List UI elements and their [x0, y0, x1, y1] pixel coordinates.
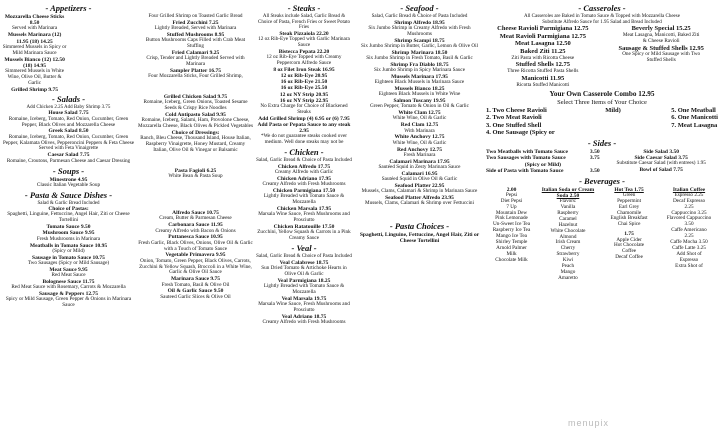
menu-item-name: Chicken Ratatouille 17.50 [273, 224, 335, 231]
menu-item-name: Shrimp Fra Diablo 18.75 [390, 61, 449, 68]
menu-item-name: Sausage in Tomato Sauce 10.75 [32, 254, 105, 261]
column-seafood [356, 2, 483, 245]
menu-item-desc: Eighteen Black Mussels in White Wine [378, 91, 461, 98]
menu-item-name: Alfredo Sauce 10.75 [172, 210, 219, 217]
beverage-item: Cappuccino 3.25 [671, 209, 707, 216]
beverage-item: Decaf Coffee [615, 254, 643, 261]
menu-item-name: 12 oz Rib-Eye 20.95 [280, 73, 328, 80]
menu-item-name: Beverly Special 15.25 [631, 25, 691, 33]
beverage-item: Shirley Temple [495, 239, 528, 246]
combo-option: 6. One Manicotti [671, 114, 718, 122]
menu-item-name: Choice of Dressings: [171, 130, 220, 137]
menu-item-name: Bolognese Sauce 11.75 [42, 278, 95, 285]
beverage-item: Irish Cream [555, 239, 581, 246]
casseroles-intro2: Substitute Alfredo Sauce for 1.95 Salad and Bread Included [542, 19, 662, 25]
menu-item-desc: Romaine, Iceberg, Salami, Ham, Provolone Cheese, Mozzarella Cheese, Black Olives & Pickled Vegetables [138, 117, 253, 130]
menu-item-name: Stuffed Mushrooms 8.95 [166, 32, 225, 39]
menu-item-name: Add Pasta or Pepata Sauce to any steak 2.95 [257, 122, 351, 135]
menu-item-desc: Sautéed Squid in Olive Oil & Garlic [381, 176, 458, 183]
side-item: Side Salad 3.50 [643, 149, 679, 156]
beverage-item: Arnold Palmer [496, 245, 527, 252]
menu-item-desc: Marsala Wine Sauce, Fresh Mushrooms and Prosciutto [258, 211, 350, 224]
sides-heading: - Sides - [587, 138, 617, 149]
menu-item-desc: Ranch, Bleu Cheese, Thousand Island, House Italian, Raspberry Vinaigrette, Honey Mustard, Creamy Italian, Olive Oil & Vinegar or Balsamic [140, 135, 251, 154]
beverage-item: Cherry [560, 245, 576, 252]
salads-left [2, 110, 135, 164]
menu-item-desc: (Spicy or Mild) [52, 247, 85, 254]
menu-item-name: Chicken Marsala 17.95 [276, 206, 332, 213]
beverage-item: Caramel [559, 215, 577, 222]
combo-option: 2. Two Meat Ravioli [486, 114, 542, 122]
menu-item-desc: White Wine, Oil & Garlic [392, 115, 447, 122]
menu-item-desc: No Extra Charge for Choice of Blackened Steaks [260, 103, 348, 115]
menu-item-name: Red Clam 12.75 [400, 122, 439, 129]
menu-item-name: Sausage & Stuffed Shells 12.95 [618, 44, 704, 52]
beverage-item: White Chocolate [550, 227, 586, 234]
menu-item-name: Veal Parmigiana 18.25 [277, 277, 331, 284]
pasta-right [138, 210, 253, 300]
menu-item-desc: Button Mushrooms Caps Filled with Crab Meat Stuffing [145, 37, 246, 50]
menu-item-name: Chicken Alfredo 17.75 [277, 163, 331, 170]
menu-item-name: Calamari Marinara 17.95 [389, 158, 450, 165]
beverage-item: Chamomile [616, 209, 642, 216]
veal-heading: - Veal - [291, 243, 317, 254]
pasta-choices-heading: - Pasta Choices - [389, 221, 450, 232]
menu-item-desc: Romaine, Iceberg, Tomato, Red Onion, Cucumber, Green Pepper, Black Olives and Mozzarella Cheese [8, 115, 129, 128]
menu-item-name: Veal Marsala 19.75 [281, 295, 327, 302]
beverage-item: Un-Sweet Ice Tea [493, 221, 531, 228]
beverage-item: Green [622, 191, 636, 198]
beverage-item: Mango [560, 268, 576, 275]
italian-soda [538, 187, 598, 282]
menu-item-name: 16 oz NY Strip 22.95 [279, 97, 329, 104]
column-second [138, 2, 253, 301]
combo-option: 7. Meat Lasagna [671, 121, 718, 129]
combo-list [486, 107, 718, 137]
beverage-item: English Breakfast [610, 215, 648, 222]
combo-right [671, 107, 718, 137]
menu-item-desc: Green Pepper, Tomato & Onion in Oil & Garlic [370, 103, 469, 110]
beverage-item: Caffe Americano [671, 227, 707, 234]
beverage-item: Strawberry [556, 251, 580, 258]
menu-item-desc: Mussels, Clams, Calamari & Shrimp over Fettuccini [365, 200, 474, 207]
column-steaks [256, 2, 352, 326]
menu-item-name: Tomato Sauce 9.50 [46, 224, 91, 231]
beverage-item: Extra Shot of [675, 262, 703, 269]
beverage-item: Espresso 2.25 [674, 191, 704, 198]
side-item: Side of Pasta with Tomato Sauce 3.50 [486, 168, 600, 175]
side-item: Side Caesar Salad 3.75 [634, 155, 688, 162]
menu-item-name: Shrimp Scampi 18.75 [394, 37, 445, 44]
menu-item-desc: Mussels, Clams, Calamari & Shrimp in Marinara Sauce [361, 188, 478, 195]
combo-option: 5. One Meatball [671, 106, 716, 114]
beverage-item: Espresso [679, 256, 699, 263]
menu-item-desc: Classic Italian Vegetable Soup [36, 181, 101, 188]
seafood-heading: - Seafood - [400, 3, 439, 13]
menu-item-desc: Romaine, Iceberg, Tomato, Red Onion, Cucumber, Green Pepper, Kalamata Olives, Pepperoncini Peppers & Feta Cheese Served with Feta Vinaigrette [2, 133, 135, 152]
menu-item-name: Meat Sauce 9.95 [49, 266, 88, 273]
menu-item-desc: Lightly Breaded with Tomato Sauce & Mozzarella [263, 193, 345, 206]
menu-item-name: Pasta Fagioli 6.25 [174, 168, 217, 175]
beverage-item: Apple Cider [616, 236, 642, 243]
menu-item-desc: Romaine, Croutons, Parmesan Cheese and Caesar Dressing [6, 157, 131, 164]
side-item: (Spicy or Mild) [524, 161, 561, 168]
beverage-item: Diet Pepsi [500, 197, 523, 204]
menu-item-name: Manicotti 11.95 [521, 74, 565, 82]
beverage-item: Flavored Cappuccino [666, 215, 712, 222]
menu-item-desc: 12 oz Rib-Eye Topped with Creamy Peppercorn Alfredo Sauce [266, 54, 342, 66]
hot-tea [599, 187, 659, 282]
menu-item-name: 12 oz NY Strip 20.95 [279, 91, 329, 98]
combo-option: 3. One Stuffed Shell [486, 121, 542, 129]
menu-item-name: 16 oz Rib-Eye 25.50 [280, 85, 328, 92]
menu-item-desc: Sun Dried Tomato & Artichoke Hearts in Olive Oil & Garlic [261, 264, 347, 277]
casseroles-heading: - Casseroles - [578, 3, 626, 13]
menu-item-name: Fried Zucchini 7.25 [172, 19, 219, 26]
menu-item-name: Cold Antipasto Salad 9.95 [165, 112, 226, 119]
menu-item-desc: 12 oz Rib-Eye Topped with Garlic Marinara Sauce [258, 35, 350, 48]
menu-item-desc: Creamy Alfredo with Bacon & Onions [155, 227, 236, 234]
appetizers-right-list [138, 14, 253, 80]
soft-drinks [486, 187, 537, 282]
menu-item-desc: Fresh Mushrooms in Marinara [36, 235, 101, 242]
column-left [2, 2, 135, 309]
menu-item-desc: Meat Lasagna, Manicotti, Baked Ziti [622, 31, 700, 38]
beverage-item: Coffee [622, 248, 637, 255]
menu-item-name: Stuffed Shells 12.75 [515, 61, 571, 69]
menu-item-name: Mozzarella Cheese Sticks 8.50 [4, 14, 65, 27]
menu-item-desc: Sauteed Garlic Slices & Olive Oil [160, 293, 231, 300]
seafood-intro: Salad, Garlic Bread & Choice of Pasta Included [371, 14, 468, 19]
casseroles-left [486, 25, 600, 88]
menu-item-desc: Spicy or Mild Sausage, Green Pepper & Onions in Marinara Sauce [5, 296, 132, 309]
beverage-item: Chocolate Milk [495, 256, 528, 263]
beverage-item: Raspberry [557, 209, 579, 216]
menu-item-name: Calamari 16.95 [401, 170, 438, 177]
appetizers-left [2, 14, 67, 93]
menu-item-desc: One Spicy or Mild Sausage with Two [622, 51, 701, 58]
side-item: Substitute Caesar Salad (with entrees) 1.95 [616, 160, 706, 167]
combo-subtitle: Select Three Items of Your Choice [557, 99, 647, 107]
menu-item-desc: Simmered Mussels in Spicy or Mild Marinara Sauce [2, 43, 67, 56]
pasta-intro: Salad & Garlic Bread Included [37, 200, 100, 206]
menu-item-name: Meatballs in Tomato Sauce 10.95 [29, 242, 108, 249]
beverage-item: Milk [506, 250, 517, 257]
beverage-item: Decaf Espresso [672, 197, 706, 204]
pasta-heading: - Pasta & Sauce Dishes - [24, 189, 113, 200]
menu-item-desc: Six Jumbo Shrimp in Spicy Marinara Sauce [373, 67, 466, 74]
appetizers-heading: - Appetizers - [45, 3, 92, 13]
italian-soda-title: Italian Soda or Cream Soda 2.50 [541, 186, 595, 199]
menu-item-name: Shrimp Marinara 18.50 [391, 49, 448, 56]
side-item: Bowl of Salad 7.75 [639, 167, 683, 174]
menu-item-name: Seafood Platter Alfredo 23.95 [385, 195, 454, 202]
casseroles-intro: All Casseroles are Baked in Tomato Sauce & Topped with Mozzarella Cheese [524, 14, 680, 19]
chicken-heading: - Chicken - [284, 147, 324, 158]
menu-item-name: Cheese Ravioli Parmigiana 12.75 [497, 25, 589, 33]
beverage-item: Hot Chocolate [614, 242, 645, 249]
menu-item-name: Add Grilled Shrimp (4) 6.95 or (6) 7.95 [258, 115, 350, 122]
menu-item-name: Bistecca Pepata 22.20 [278, 48, 330, 55]
menu-item-desc: Cream, Butter & Parmesan Cheese [159, 215, 232, 222]
menu-item-name: Steak Pizzaiola 22.20 [279, 30, 329, 37]
menu-item-desc: Three Ricotta Stuffed Pasta Shells [507, 68, 579, 75]
menu-item-name: Baked Ziti 11.25 [520, 47, 566, 55]
menu-item-desc: *We do not guarantee steaks cooked over medium. Well done steaks may not be [260, 133, 347, 146]
salads-add-ons: Add Chicken 2.25 Add Baby Shrimp 3.75 [26, 104, 111, 110]
combo-title: Your Own Casserole Combo 12.95 [549, 90, 655, 99]
menu-item-name: Mussels Bianco 18.25 [394, 86, 445, 93]
menu-item-desc: Creamy Alfredo with Garlic [274, 169, 334, 176]
menu-item-name: 16 oz Rib-Eye 21.50 [280, 79, 328, 86]
menu-item-name: Mussels Marinara 17.95 [391, 73, 448, 80]
combo-mid: Mild) [605, 106, 621, 114]
casseroles-right [604, 25, 718, 88]
menu-item-desc: Ricotta Stuffed Manicotti [516, 81, 570, 88]
italian-coffee-title: Italian Coffee [672, 186, 706, 193]
appetizers-section [2, 14, 135, 93]
menu-item-desc: Creamy Alfredo with Fresh Mushrooms [262, 318, 346, 325]
sides-right [604, 149, 718, 175]
side-item: Two Meatballs with Tomato Sauce 3.50 [486, 149, 600, 156]
menu-item-desc: Six Jumbo Shrimp in Fresh Tomato, Basil & Garlic [366, 54, 473, 61]
menu-item-desc: Four Mozzarella Sticks, Four Grilled Shrimp, [148, 73, 243, 80]
beverage-item: Caffe Mocha 3.50 [670, 239, 708, 246]
hot-tea-title: Hot Tea 1.75 [614, 186, 644, 193]
menu-item-desc: Red Meat Sauce [51, 271, 86, 278]
menu-item-desc: Fresh Marinara [403, 151, 436, 158]
menu-item-name: Mushroom Sauce 9.95 [42, 230, 95, 237]
menu-item-desc: Crisp, Tender and Lightly Breaded Served with Marinara [146, 55, 245, 68]
menu-item-name: Grilled Chicken Salad 9.75 [163, 94, 228, 101]
beverage-item: Mango Ice Tea [496, 233, 527, 240]
menu-item-desc: White Bean & Pasta Soup [168, 173, 223, 180]
menu-item-name: Oil & Garlic Sauce 9.50 [167, 288, 224, 295]
beverage-item: Caffe Latte 3.25 [672, 245, 706, 252]
watermark-logo: menupix [568, 418, 610, 428]
menu-item-desc: Ziti Pasta with Ricotta Cheese [511, 54, 575, 61]
beverage-item: Almond [559, 233, 577, 240]
beverage-item: Kiwi [562, 257, 574, 264]
beverage-item: Pepsi [505, 191, 518, 198]
menu-item-desc: Six Jumbo Shrimp in Creamy Alfredo with Fresh Mushrooms [368, 24, 471, 37]
beverage-item: Pink Lemonade [495, 215, 528, 222]
menu-item-name: Greek Salad 8.50 [48, 128, 89, 135]
sides-left [486, 149, 600, 175]
menu-item-desc: Two Sausages (Spicy or Mild Sausage) [27, 259, 110, 266]
menu-item-desc: Onion, Tomato, Green Pepper, Black Olives, Carrots, Zucchini & Yellow Squash, Broccoli in a White Wine, Garlic & Olive Oil Sauce [139, 257, 252, 276]
chicken-intro: Salad, Garlic Bread & Choice of Pasta Included [256, 158, 352, 164]
menu-item-desc: White Wine, Oil & Garlic [392, 139, 447, 146]
beverages-heading: - Beverages - [579, 175, 625, 186]
beverage-item: 3.50 [684, 221, 694, 228]
beverage-item: Peppermint [617, 197, 642, 204]
menu-item-name: Caesar Salad 7.75 [47, 152, 90, 159]
beverage-item: Earl Grey [618, 203, 640, 210]
pasta-choices-desc: Spaghetti, Linguine, Fettuccine, Angel Hair, Ziti or Cheese Tortellini [359, 232, 480, 245]
menu-item-desc: Marsala Wine Sauce, Fresh Mushrooms and Prosciutto [258, 300, 350, 313]
beverage-item: Mountain Dew [495, 209, 528, 216]
menu-item-desc: Romaine, Iceberg, Green Onions, Toasted Sesame Seeds & Crispy Rice Noodles [143, 99, 248, 112]
sides-list [486, 149, 718, 175]
menu-item-name: Meat Lasagna 12.50 [514, 40, 571, 48]
menu-item-name: Red Anchovy 12.75 [396, 146, 443, 153]
menu-item-name: Meat Ravioli Parmigiana 12.75 [499, 32, 586, 40]
steaks-heading: - Steaks - [287, 3, 321, 13]
menu-item-name: Grilled Shrimp 9.75 [11, 86, 59, 93]
menu-item-desc: Served with Marinara [11, 25, 58, 32]
combo-option: 4. One Sausage (Spicy or [486, 129, 555, 137]
menu-item-desc: Fresh Tomato, Basil & Olive Oil [161, 281, 230, 288]
menu-item-name: Fried Calamari 9.25 [171, 50, 220, 57]
menu-item-name: Carbonara Sauce 11.95 [168, 222, 223, 229]
menu-item-name: White Anchovy 12.75 [394, 134, 445, 141]
veal-intro: Salad, Garlic Bread & Choice of Pasta Included [256, 254, 352, 260]
menu-item-name: Veal Adriano 18.75 [281, 313, 327, 320]
beverage-item: 7 Up [506, 203, 517, 210]
menu-item-name: White Clam 12.75 [398, 110, 441, 117]
menu-item-name: Shrimp Alfredo 18.95 [394, 19, 445, 26]
menu-item-desc: Sautéed Squid in Zesty Marinara Sauce [378, 163, 461, 170]
beverage-item: Chai Spice [617, 221, 641, 228]
beverage-item: Raspberry Ice Tea [492, 227, 531, 234]
beverage-item: 2.25 [684, 233, 694, 240]
menu-item-desc: Zucchini, Yellow Squash & Carrots in a Pink Creamy Sauce [257, 229, 351, 242]
salads-right [138, 94, 253, 154]
menu-item-name: Mussels Bianco (12) 12.50 (18) 14.95 [4, 56, 65, 69]
beverage-item: Hazelnut [558, 221, 578, 228]
hot-drinks-price: 1.75 [624, 231, 634, 238]
menu-item-desc: With Marinara [404, 127, 435, 134]
menu-item-name: Puttanesca Sauce 10.95 [168, 234, 223, 241]
beverage-item: Amaretto [558, 274, 578, 281]
menu-item-desc: Six Jumbo Shrimp in Butter, Garlic, Lemon & Olive Oil [361, 42, 478, 49]
italian-coffee [660, 187, 718, 282]
menu-item-desc: Red Meat Sauce with Rosemary, Carrots & Mozzarella [11, 284, 126, 291]
menu-item-desc: & Cheese Ravioli [642, 37, 680, 44]
pasta-left [2, 224, 135, 309]
menu-item-name: Mussels Marinara (12) 11.95 (18) 14.25 [7, 32, 62, 45]
menu-item-desc: Fresh Garlic, Black Olives, Onions, Olive Oil & Garlic with a Touch of Tomato Sauce [138, 239, 253, 252]
menu-item-name: Vegetable Primavera 9.95 [165, 252, 226, 259]
side-item: Two Sausages with Tomato Sauce 3.75 [486, 155, 600, 162]
menu-item-name: Chicken Adriano 17.95 [277, 175, 331, 182]
combo-option: 1. Two Cheese Ravioli [486, 106, 547, 114]
column-right [486, 2, 718, 282]
menu-item-name: House Salad 7.75 [48, 110, 89, 117]
beverage-item: 2.25 [684, 203, 694, 210]
steaks-intro: All Steaks include Salad, Garlic Bread & Choice of Pasta, French Fries or Sweet Potato Fries [258, 14, 350, 31]
beverages-grid [486, 187, 718, 282]
menu-item-name: Salmon Tuscany 19.95 [393, 98, 446, 105]
menu-item-name: Veal Calabrese 18.75 [279, 259, 329, 266]
soups-heading: - Soups - [52, 165, 85, 176]
menu-item-name: Seafood Platter 22.95 [394, 182, 445, 189]
menu-item-desc: Stuffed Shells [646, 57, 676, 64]
menu-item-desc: Eighteen Black Mussels in Marinara Sauce [374, 79, 465, 86]
menu-item-desc: Simmered Mussels in White Wine, Olive Oil, Butter & Garlic [5, 67, 64, 86]
soft-drinks-price: 2.00 [506, 186, 517, 193]
menu-item-desc: Four Grilled Shrimp on Toasted Garlic Bread [148, 13, 243, 19]
beverage-item: Add Shot of [676, 250, 702, 257]
menu-item-name: Minestrone 4.95 [49, 176, 88, 183]
combo-left [486, 107, 555, 137]
menu-item-name: Marinara Sauce 9.75 [170, 276, 221, 283]
pasta-choice-desc: Spaghetti, Linguine, Fettuccine, Angel Hair, Ziti or Cheese Tortellini [7, 211, 130, 224]
italian-soda-subtitle: Flavors: [559, 198, 577, 205]
menu-item-name: 8 oz Filet Iron Steak 16.95 [273, 66, 335, 73]
menu-item-desc: Creamy Alfredo with Fresh Mushrooms [262, 181, 346, 188]
menu-item-name: Sausage & Peppers 12.75 [39, 290, 98, 297]
pasta-choice-title: Choice of Pastas: [48, 206, 89, 213]
menu-item-name: Chicken Parmigiana 17.50 [272, 188, 336, 195]
beverage-item: Peach [561, 263, 575, 270]
salads-heading: - Salads - [51, 93, 86, 104]
menu-item-desc: Lightly Breaded, Served with Marinara [154, 25, 237, 32]
menu-item-desc: Lightly Breaded with Tomato Sauce & Mozzarella [263, 282, 345, 295]
menu-item-name: Sampler Platter 16.75 [170, 68, 221, 75]
beverage-item: Vanilla [560, 203, 576, 210]
casseroles-list [486, 25, 718, 88]
